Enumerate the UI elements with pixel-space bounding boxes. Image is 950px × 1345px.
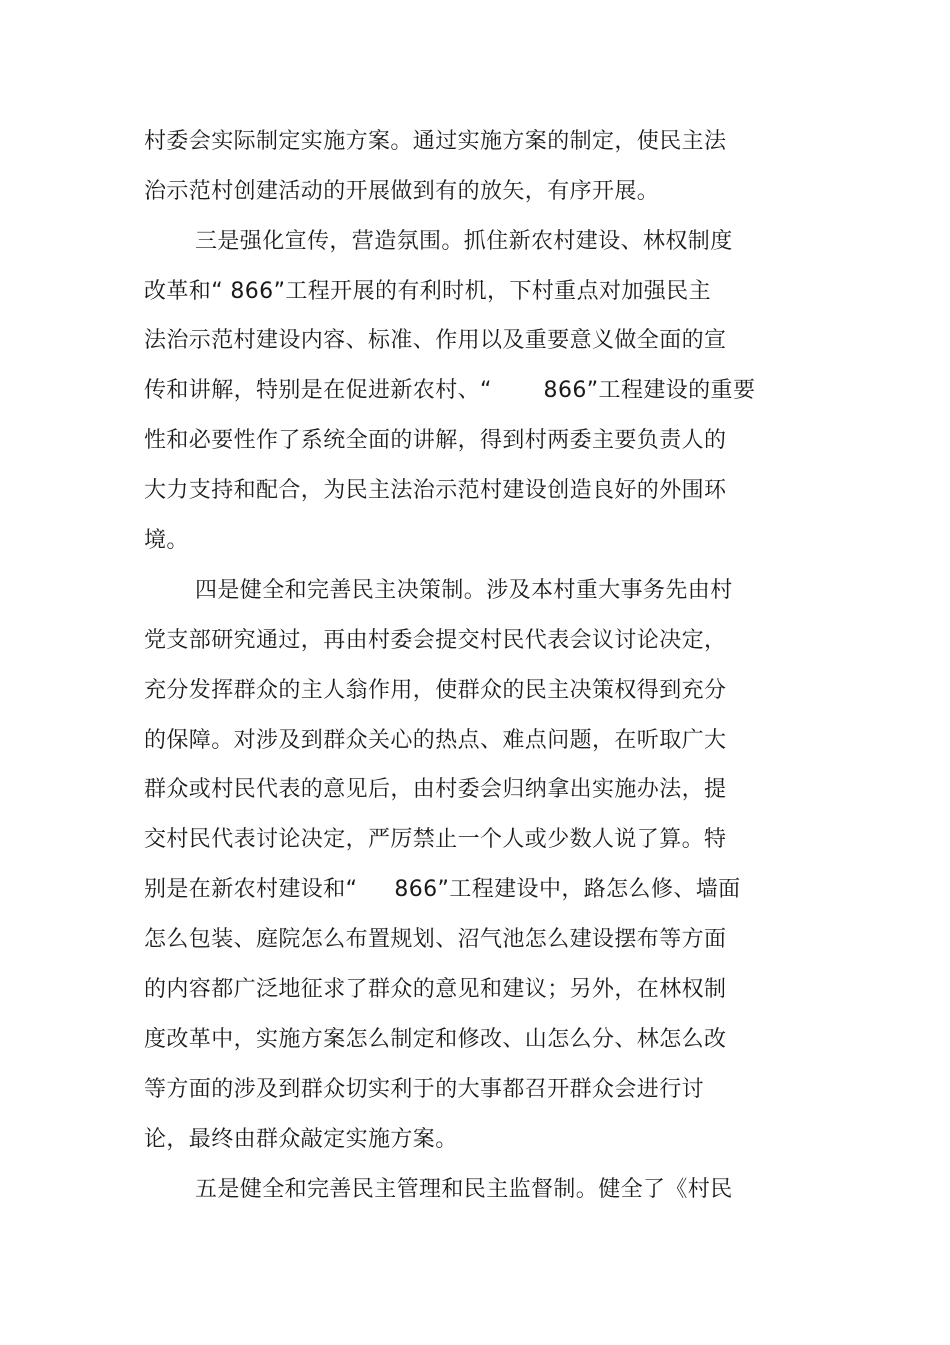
text-line: 交村民代表讨论决定，严厉禁止一个人或少数人说了算。特 [144, 827, 727, 852]
text-line: 大力支持和配合，为民主法治示范村建设创造良好的外围环 [144, 478, 727, 503]
paragraph-start-line: 四是健全和完善民主决策制。涉及本村重大事务先由村 [195, 578, 733, 603]
text-line: 充分发挥群众的主人翁作用，使群众的民主决策权得到充分 [144, 678, 727, 703]
text-line: 传和讲解，特别是在促进新农村、“ 866”工程建设的重要 [144, 378, 756, 403]
text-line: 的内容都广泛地征求了群众的意见和建议；另外，在林权制 [144, 977, 727, 1002]
text-line: 性和必要性作了系统全面的讲解，得到村两委主要负责人的 [144, 428, 727, 453]
text-line: 怎么包装、庭院怎么布置规划、沼气池怎么建设摆布等方面 [144, 927, 727, 952]
text-line: 境。 [144, 528, 189, 553]
text-line: 治示范村创建活动的开展做到有的放矢，有序开展。 [144, 179, 660, 204]
text-line: 法治示范村建设内容、标准、作用以及重要意义做全面的宣 [144, 328, 727, 353]
text-line: 别是在新农村建设和“ 866”工程建设中，路怎么修、墙面 [144, 877, 741, 902]
text-line: 论，最终由群众敲定实施方案。 [144, 1127, 458, 1152]
paragraph-start-line: 五是健全和完善民主管理和民主监督制。健全了《村民 [195, 1177, 733, 1202]
paragraph-start-line: 三是强化宣传，营造氛围。抓住新农村建设、林权制度 [195, 229, 733, 254]
text-line: 村委会实际制定实施方案。通过实施方案的制定，使民主法 [144, 129, 727, 154]
text-line: 党支部研究通过，再由村委会提交村民代表会议讨论决定， [144, 628, 727, 653]
text-line: 群众或村民代表的意见后，由村委会归纳拿出实施办法，提 [144, 777, 727, 802]
text-line: 等方面的涉及到群众切实利于的大事都召开群众会进行讨 [144, 1077, 705, 1102]
text-line: 改革和“ 866”工程开展的有利时机，下村重点对加强民主 [144, 279, 711, 304]
text-line: 度改革中，实施方案怎么制定和修改、山怎么分、林怎么改 [144, 1027, 727, 1052]
text-line: 的保障。对涉及到群众关心的热点、难点问题，在听取广大 [144, 728, 727, 753]
